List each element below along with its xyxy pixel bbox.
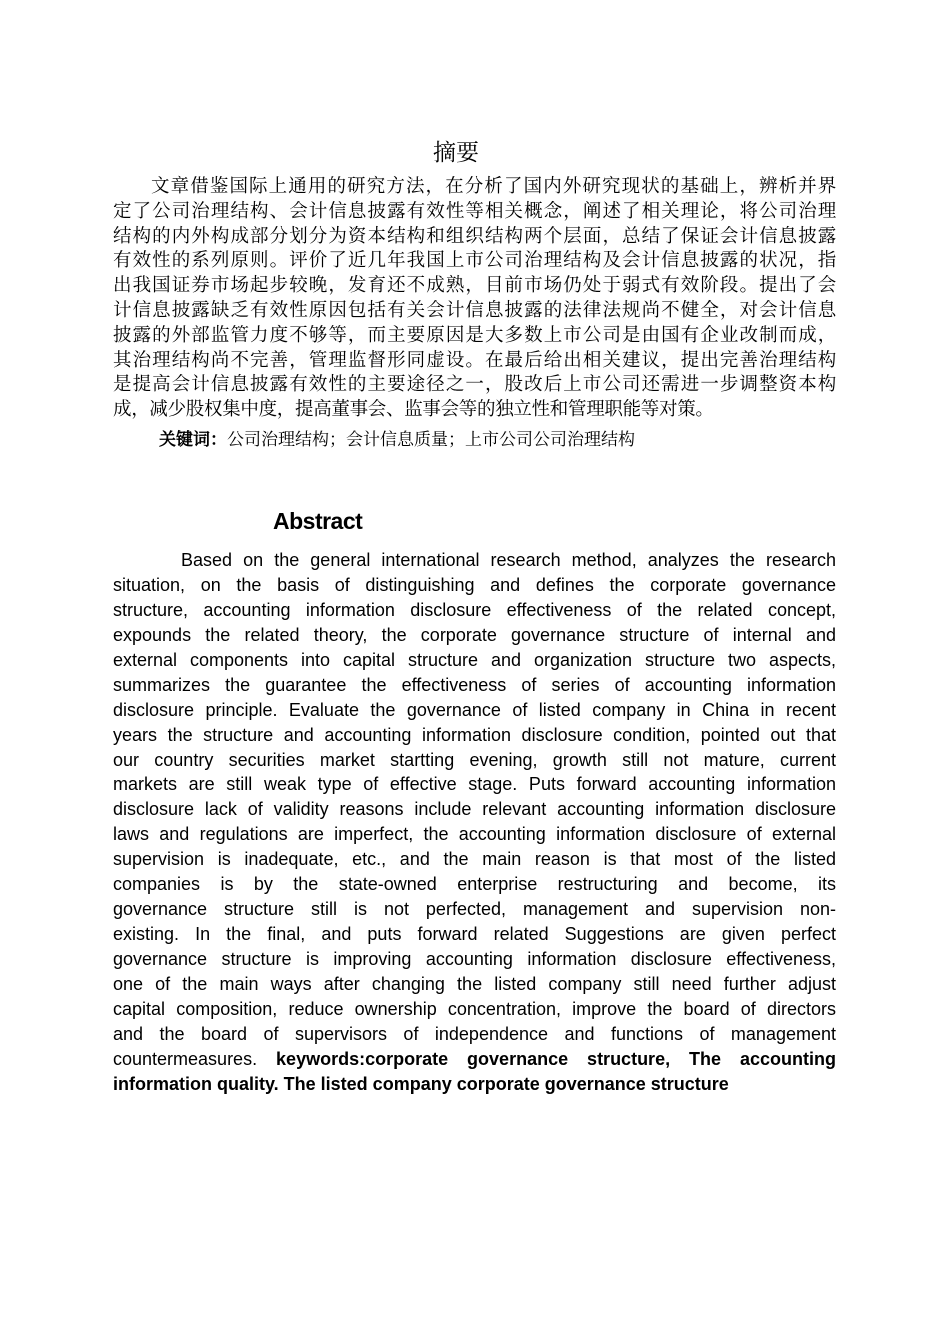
abstract-line: governance structure is improving accounting information disclosure effectiveness, — [113, 949, 836, 969]
abstract-line: summarizes the guarantee the effectiveness of series of accounting information — [113, 674, 836, 695]
abstract-line: structure, accounting information disclosure effectiveness of the related concept, — [113, 599, 836, 620]
abstract-line: 披露的外部监管力度不够等，而主要原因是大多数上市公司是由国有企业改制而成， — [113, 324, 836, 346]
abstract-line: expounds the related theory, the corporate governance structure of internal and — [113, 624, 836, 645]
english-abstract-body — [113, 548, 836, 1097]
chinese-abstract-title: 摘要 — [433, 140, 479, 166]
abstract-line: markets are still weak type of effective stage. Puts forward accounting information — [113, 774, 836, 795]
abstract-line: supervision is inadequate, etc., and the main reason is that most of the listed — [113, 849, 836, 870]
abstract-line — [113, 1047, 836, 1072]
abstract-line: disclosure lack of validity reasons include relevant accounting information disclosure — [113, 799, 836, 820]
abstract-line: 计信息披露缺乏有效性原因包括有关会计信息披露的法律法规尚不健全，对会计信息 — [113, 299, 836, 321]
abstract-line: companies is by the state-owned enterprise restructuring and become, its — [113, 874, 836, 895]
english-keywords: information quality. The listed company corporate governance structure — [113, 1073, 729, 1094]
abstract-line: governance structure still is not perfected, management and supervision non- — [113, 899, 836, 920]
abstract-line: 定了公司治理结构、会计信息披露有效性等相关概念，阐述了相关理论，将公司治理 — [113, 200, 836, 222]
english-abstract-title: Abstract — [273, 508, 363, 534]
english-keywords: keywords:corporate governance structure, The accounting — [276, 1048, 836, 1069]
abstract-line: our country securities market startting evening, growth still not mature, current — [113, 749, 836, 770]
abstract-line: 结构的内外构成部分划分为资本结构和组织结构两个层面，总结了保证会计信息披露 — [113, 225, 836, 247]
chinese-keywords-label: 关键词： — [159, 430, 227, 450]
abstract-line: capital composition, reduce ownership concentration, improve the board of directors — [113, 998, 836, 1019]
abstract-line: external components into capital structure and organization structure two aspects, — [113, 649, 836, 670]
abstract-line: 出我国证券市场起步较晚，发育还不成熟，目前市场仍处于弱式有效阶段。提出了会 — [113, 275, 836, 297]
abstract-line: existing. In the final, and puts forward related Suggestions are given perfect — [113, 924, 836, 945]
abstract-line: Based on the general international research method, analyzes the research — [181, 550, 836, 570]
chinese-abstract-body — [113, 175, 836, 423]
abstract-line: 有效性的系列原则。评价了近几年我国上市公司治理结构及会计信息披露的状况，指 — [113, 250, 836, 272]
abstract-line: 是提高会计信息披露有效性的主要途径之一，股改后上市公司还需进一步调整资本构 — [113, 374, 836, 396]
abstract-line: 成，减少股权集中度，提高董事会、监事会等的独立性和管理职能等对策。 — [113, 399, 714, 421]
abstract-line: 文章借鉴国际上通用的研究方法，在分析了国内外研究现状的基础上，辨析并界 — [151, 176, 836, 197]
abstract-line: years the structure and accounting information disclosure condition, pointed out that — [113, 724, 836, 745]
abstract-line: 其治理结构尚不完善，管理监督形同虚设。在最后给出相关建议，提出完善治理结构 — [113, 349, 836, 371]
abstract-line: disclosure principle. Evaluate the governance of listed company in China in recent — [113, 699, 836, 720]
chinese-keywords-text: 公司治理结构；会计信息质量；上市公司公司治理结构 — [227, 430, 635, 450]
abstract-line: laws and regulations are imperfect, the accounting information disclosure of external — [113, 824, 836, 845]
abstract-line: and the board of supervisors of independence and functions of management — [113, 1023, 836, 1044]
abstract-line-text: countermeasures. — [113, 1048, 258, 1069]
abstract-line: situation, on the basis of distinguishing and defines the corporate governance — [113, 574, 836, 595]
chinese-keywords — [159, 425, 635, 450]
abstract-line: one of the main ways after changing the listed company still need further adjust — [113, 973, 836, 994]
